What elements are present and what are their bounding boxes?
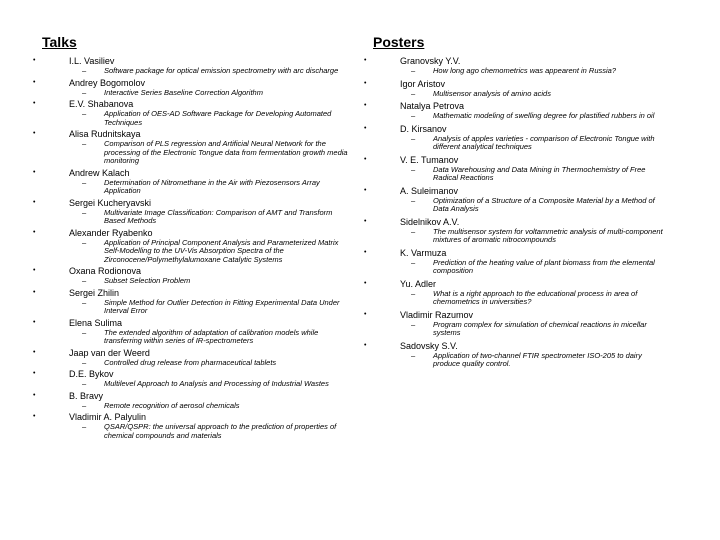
- presentation-title: Controlled drug release from pharmaceutical tablets: [104, 357, 277, 367]
- presenter-name: V. E. Tumanov: [400, 154, 459, 165]
- presentation-title: How long ago chemometrics was appearent in Russia?: [433, 66, 617, 75]
- presentation-title: Application of OES-AD Software Package for Developing Automated Techniques: [104, 109, 332, 127]
- list-item: [33, 197, 362, 226]
- list-item: [364, 78, 673, 99]
- dash-icon: –: [82, 400, 87, 410]
- dash-icon: –: [82, 139, 87, 148]
- list-item: [364, 123, 673, 152]
- presenter-name: Sadovsky S.V.: [400, 340, 458, 351]
- list-item: [33, 98, 362, 127]
- dash-icon: –: [411, 257, 416, 267]
- presentation-subitem: [42, 277, 362, 286]
- presenter-name: Sergei Zhilin: [69, 287, 120, 298]
- bullet-icon: •: [364, 310, 367, 318]
- dash-icon: –: [82, 422, 87, 431]
- list-item: [364, 100, 673, 121]
- bullet-icon: •: [364, 102, 367, 109]
- presentation-subitem: [42, 380, 362, 389]
- posters-heading: Posters: [373, 34, 425, 50]
- presentation-title: Data Warehousing and Data Mining in Thermochemistry of Free Radical Reactions: [433, 164, 646, 182]
- bullet-icon: •: [33, 130, 36, 137]
- dash-icon: –: [82, 109, 87, 118]
- bullet-icon: •: [364, 155, 367, 163]
- presentation-title: Analysis of apples varieties - comparison of Electronic Tongue with different analytical techniques: [433, 133, 655, 151]
- bullet-icon: •: [33, 78, 36, 86]
- dash-icon: –: [82, 327, 87, 337]
- dash-icon: –: [82, 237, 87, 247]
- bullet-icon: •: [33, 198, 36, 206]
- dash-icon: –: [82, 66, 87, 75]
- presenter-name: Natalya Petrova: [400, 101, 465, 111]
- list-item: [33, 317, 362, 346]
- list-item: [364, 154, 673, 183]
- presentation-subitem: [373, 321, 673, 338]
- bullet-icon: •: [33, 57, 36, 64]
- posters-list: [364, 55, 673, 369]
- bullet-icon: •: [33, 168, 36, 176]
- presentation-subitem: [373, 112, 673, 121]
- presenter-name: Elena Sulima: [69, 317, 123, 328]
- presentation-title: What is a right approach to the educational process in area of chemometrics in universities?: [433, 288, 638, 306]
- list-item: [33, 347, 362, 368]
- bullet-icon: •: [364, 248, 367, 256]
- presentation-title: Optimization of a Structure of a Composite Material by a Method of Data Analysis: [433, 195, 655, 213]
- presentation-subitem: [373, 197, 673, 214]
- posters-column: [364, 34, 673, 371]
- presenter-name: D.E. Bykov: [69, 369, 114, 379]
- dash-icon: –: [82, 87, 87, 97]
- presenter-name: D. Kirsanov: [400, 123, 447, 134]
- presentation-subitem: [373, 290, 673, 307]
- talks-list: [33, 55, 362, 440]
- presentation-subitem: [42, 89, 362, 98]
- presentation-subitem: [373, 90, 673, 99]
- presentation-title: Application of two-channel FTIR spectrometer ISO-205 to dairy produce quality control.: [433, 350, 642, 368]
- presentation-subitem: [42, 402, 362, 411]
- bullet-icon: •: [364, 217, 367, 225]
- talks-heading: Talks: [42, 34, 77, 50]
- dash-icon: –: [82, 357, 87, 367]
- talks-column: [33, 34, 362, 441]
- presenter-name: Andrey Bogomolov: [69, 77, 146, 88]
- list-item: [33, 287, 362, 316]
- dash-icon: –: [82, 177, 87, 187]
- presenter-name: K. Varmuza: [400, 247, 447, 258]
- dash-icon: –: [82, 207, 87, 217]
- presentation-subitem: [373, 259, 673, 276]
- presentation-subitem: [42, 423, 362, 440]
- presentation-subitem: [42, 67, 362, 76]
- presentation-title: Determination of Nitromethane in the Air with Piezosensors Array Application: [104, 177, 320, 195]
- dash-icon: –: [411, 288, 416, 298]
- presentation-title: The extended algorithm of adaptation of calibration models while transferring within series of IR-spectrometers: [104, 327, 319, 345]
- list-item: [33, 368, 362, 389]
- presenter-name: Vladimir A. Palyulin: [69, 412, 147, 422]
- list-item: [33, 167, 362, 196]
- presentation-subitem: [373, 352, 673, 369]
- presentation-title: Application of Principal Component Analysis and Parameterized Matrix Self-Modelling to the UV-Vis Absorption Spectra of the Zirconocene/Polymethylalumoxane Catalytic Systems: [104, 237, 339, 264]
- list-item: [33, 390, 362, 411]
- bullet-icon: •: [33, 370, 36, 377]
- presentation-subitem: [373, 228, 673, 245]
- dash-icon: –: [411, 164, 416, 174]
- dash-icon: –: [411, 350, 416, 360]
- bullet-icon: •: [33, 100, 36, 107]
- presentation-title: Program complex for simulation of chemical reactions in micellar systems: [433, 319, 647, 337]
- presenter-name: A. Suleimanov: [400, 185, 459, 196]
- bullet-icon: •: [33, 391, 36, 399]
- dash-icon: –: [411, 66, 416, 75]
- presentation-title: Prediction of the heating value of plant biomass from the elemental composition: [433, 257, 655, 275]
- presentation-title: Remote recognition of aerosol chemicals: [104, 400, 240, 410]
- presentation-subitem: [42, 299, 362, 316]
- presentation-subitem: [42, 179, 362, 196]
- list-item: [364, 247, 673, 276]
- presenter-name: Vladimir Razumov: [400, 309, 474, 320]
- presentation-title: Multilevel Approach to Analysis and Processing of Industrial Wastes: [104, 379, 329, 388]
- list-item: [33, 128, 362, 166]
- bullet-icon: •: [364, 57, 367, 64]
- presentation-subitem: [42, 140, 362, 166]
- dash-icon: –: [411, 195, 416, 205]
- presentation-subitem: [42, 329, 362, 346]
- presentation-title: Comparison of PLS regression and Artificial Neural Network for the processing of the Electronic Tongue data from fermentation growth media monitoring: [104, 139, 348, 165]
- presentation-subitem: [42, 209, 362, 226]
- presenter-name: Sidelnikov A.V.: [400, 216, 460, 227]
- presentation-subitem: [373, 67, 673, 76]
- presentation-subitem: [373, 166, 673, 183]
- dash-icon: –: [411, 88, 416, 98]
- presentation-subitem: [42, 110, 362, 127]
- list-item: [33, 77, 362, 98]
- presenter-name: Granovsky Y.V.: [400, 56, 461, 66]
- presentation-title: Multivariate Image Classification: Comparison of AMT and Transform Based Methods: [104, 207, 333, 225]
- presentation-title: Software package for optical emission spectrometry with arc discharge: [104, 66, 339, 75]
- list-item: [364, 55, 673, 76]
- dash-icon: –: [411, 319, 416, 329]
- presenter-name: Alisa Rudnitskaya: [69, 129, 141, 139]
- dash-icon: –: [411, 133, 416, 143]
- list-item: [364, 216, 673, 245]
- presentation-title: Mathematic modeling of swelling degree for plastified rubbers in oil: [433, 111, 655, 120]
- presentation-title: The multisensor system for voltammetric analysis of multi-component mixtures of aromatic nitrocompounds: [433, 226, 663, 244]
- presentation-subitem: [373, 135, 673, 152]
- presenter-name: Sergei Kucheryavski: [69, 197, 152, 208]
- bullet-icon: •: [364, 124, 367, 132]
- presenter-name: Igor Aristov: [400, 78, 446, 89]
- presentation-title: Simple Method for Outlier Detection in Fitting Experimental Data Under Interval Error: [104, 297, 340, 315]
- presenter-name: Andrew Kalach: [69, 167, 130, 178]
- dash-icon: –: [82, 297, 87, 307]
- presenter-name: Jaap van der Weerd: [69, 347, 150, 358]
- list-item: [33, 55, 362, 76]
- bullet-icon: •: [33, 267, 36, 274]
- bullet-icon: •: [33, 288, 36, 296]
- list-item: [364, 340, 673, 369]
- presenter-name: Yu. Adler: [400, 278, 437, 289]
- bullet-icon: •: [33, 413, 36, 420]
- presenter-name: I.L. Vasiliev: [69, 56, 115, 66]
- bullet-icon: •: [33, 348, 36, 356]
- presentation-title: Interactive Series Baseline Correction Algorithm: [104, 87, 263, 97]
- presentation-subitem: [42, 359, 362, 368]
- bullet-icon: •: [33, 318, 36, 326]
- list-item: [364, 278, 673, 307]
- bullet-icon: •: [33, 228, 36, 236]
- list-item: [33, 411, 362, 440]
- presentation-subitem: [42, 239, 362, 265]
- list-item: [364, 309, 673, 338]
- list-item: [364, 185, 673, 214]
- dash-icon: –: [82, 379, 87, 388]
- list-item: [33, 227, 362, 265]
- presentation-title: Subset Selection Problem: [104, 276, 191, 285]
- list-item: [33, 265, 362, 286]
- dash-icon: –: [411, 111, 416, 120]
- presenter-name: Oxana Rodionova: [69, 266, 142, 276]
- presenter-name: E.V. Shabanova: [69, 99, 134, 109]
- bullet-icon: •: [364, 79, 367, 87]
- bullet-icon: •: [364, 186, 367, 194]
- presenter-name: B. Bravy: [69, 390, 104, 401]
- dash-icon: –: [411, 226, 416, 236]
- presenter-name: Alexander Ryabenko: [69, 227, 153, 238]
- presentation-title: QSAR/QSPR: the universal approach to the prediction of properties of chemical compounds and materials: [104, 422, 337, 440]
- bullet-icon: •: [364, 341, 367, 349]
- presentation-title: Multisensor analysis of amino acids: [433, 88, 551, 98]
- bullet-icon: •: [364, 279, 367, 287]
- dash-icon: –: [82, 276, 87, 285]
